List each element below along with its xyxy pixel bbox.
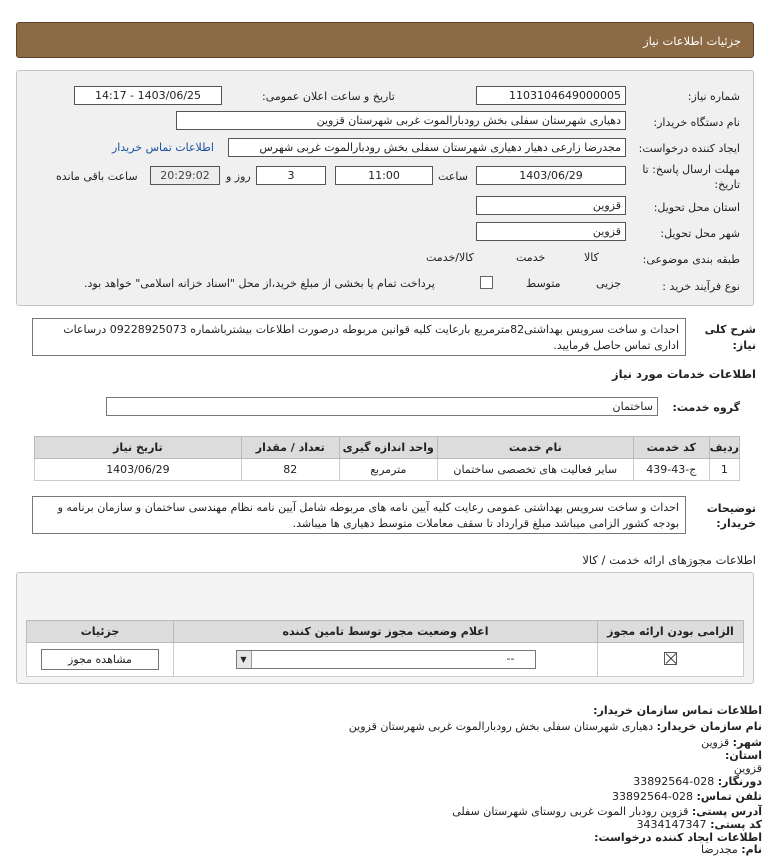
col-service-name: نام خدمت xyxy=(437,437,633,459)
deadline-label: مهلت ارسال پاسخ: تا xyxy=(642,163,740,176)
contact-phone xyxy=(612,790,762,803)
contact-province-value: قزوین xyxy=(733,762,762,775)
permits-table xyxy=(26,620,744,677)
cell-row: 1 xyxy=(709,459,739,481)
need-number-label: شماره نیاز: xyxy=(687,90,740,103)
buyer-notes-text: احداث و ساخت سرویس بهداشتی عمومی رعایت کلیه آیین نامه های مربوطه شامل آیین نامه نظام مهندسی ساختمان و سازمان برنامه و بودجه کشور الزامی میباشد مبلغ قرارداد تا سقف معاملات متوسط دهیاری ها میباشد. xyxy=(32,496,686,534)
contact-fax-value: 028-33892564 xyxy=(633,775,715,788)
contact-org-value: دهیاری شهرستان سفلی بخش رودبارالموت غربی شهرستان قزوین xyxy=(348,720,654,733)
contact-city xyxy=(701,736,762,749)
services-title: اطلاعات خدمات مورد نیاز xyxy=(612,367,756,381)
city-field[interactable]: قزوین xyxy=(476,222,626,241)
contact-postal xyxy=(637,818,762,831)
summary-label-2: نیاز: xyxy=(732,339,756,352)
contact-address-value: قزوین رودبار الموت غربی روستای شهرستان سفلی xyxy=(452,805,689,818)
contact-city-value: قزوین xyxy=(701,736,730,749)
table-row xyxy=(27,643,744,677)
cell-service-name: سایر فعالیت های تخصصی ساختمان xyxy=(437,459,633,481)
treasury-text: پرداخت تمام یا بخشی از مبلغ خرید،از محل "اسناد خزانه اسلامی" خواهد بود. xyxy=(84,277,435,290)
category-option-service: خدمت xyxy=(516,251,546,264)
contact-title: اطلاعات تماس سازمان خریدار: xyxy=(593,704,762,717)
remaining-label: ساعت باقی مانده xyxy=(56,170,138,183)
announce-label: تاریخ و ساعت اعلان عمومی: xyxy=(262,90,395,103)
view-permit-button[interactable]: مشاهده مجوز xyxy=(41,649,159,670)
process-label: نوع فرآیند خرید : xyxy=(662,280,740,293)
col-quantity: تعداد / مقدار xyxy=(241,437,339,459)
col-unit: واحد اندازه گیری xyxy=(339,437,437,459)
contact-phone-label: تلفن تماس: xyxy=(696,790,762,803)
col-permit-required: الزامی بودن ارائه مجوز xyxy=(598,621,744,643)
buyer-field[interactable]: دهیاری شهرستان سفلی بخش رودبارالموت غربی شهرستان قزوین xyxy=(176,111,626,130)
contact-address xyxy=(452,805,762,818)
col-row: ردیف xyxy=(709,437,739,459)
deadline-time-field[interactable]: 11:00 xyxy=(335,166,433,185)
process-option-minor: جزیی xyxy=(596,277,622,290)
category-option-goods-service: کالا/خدمت xyxy=(426,251,474,264)
services-table xyxy=(34,436,740,481)
need-number-field[interactable]: 1103104649000005 xyxy=(476,86,626,105)
col-permit-details: جزئیات xyxy=(27,621,174,643)
days-field[interactable]: 3 xyxy=(256,166,326,185)
cell-permit-required xyxy=(598,643,744,677)
buyer-notes-label: توضیحات xyxy=(706,502,756,515)
cell-unit: مترمربع xyxy=(339,459,437,481)
contact-org xyxy=(349,720,762,733)
province-field[interactable]: قزوین xyxy=(476,196,626,215)
permit-status-select[interactable] xyxy=(236,650,536,669)
need-info-panel xyxy=(16,70,754,306)
deadline-time-label: ساعت xyxy=(438,170,468,183)
cell-permit-status xyxy=(174,643,598,677)
page-title: جزئیات اطلاعات نیاز xyxy=(643,34,741,48)
deadline-date-label: تاریخ: xyxy=(714,178,740,191)
contact-postal-label: کد پستی: xyxy=(710,818,762,831)
contact-city-label: شهر: xyxy=(732,736,762,749)
chevron-down-icon[interactable]: ▼ xyxy=(237,651,252,668)
contact-province-label: استان: xyxy=(725,749,762,762)
permit-required-checkbox[interactable] xyxy=(664,652,677,665)
contact-postal-value: 3434147347 xyxy=(636,818,707,831)
cell-need-date: 1403/06/29 xyxy=(35,459,242,481)
announce-field[interactable]: 1403/06/25 - 14:17 xyxy=(74,86,222,105)
contact-fax xyxy=(633,775,762,788)
contact-org-label: نام سازمان خریدار: xyxy=(656,720,762,733)
contact-address-label: آدرس پستی: xyxy=(691,805,762,818)
cell-permit-details xyxy=(27,643,174,677)
cell-quantity: 82 xyxy=(241,459,339,481)
creator-name-value: مجدرضا xyxy=(700,843,738,856)
creator-field[interactable]: مجدرضا زارعی دهیار دهیاری شهرستان سفلی بخش رودبارالموت غربی شهرس xyxy=(228,138,626,157)
category-option-goods: کالا xyxy=(584,251,599,264)
treasury-checkbox[interactable] xyxy=(480,276,493,289)
city-label: شهر محل تحویل: xyxy=(660,227,740,240)
permits-title: اطلاعات مجوزهای ارائه خدمت / کالا xyxy=(582,553,756,567)
col-service-code: کد خدمت xyxy=(633,437,709,459)
creator-name xyxy=(701,843,762,856)
summary-text: احداث و ساخت سرویس بهداشتی82مترمربع بارعایت کلیه قوانین مربوطه درصورت اطلاعات بیشترباشماره 09228925073 درساعات اداری تماس حاصل فرمایید. xyxy=(32,318,686,356)
creator-info-title: اطلاعات ایجاد کننده درخواست: xyxy=(594,831,762,844)
province-label: استان محل تحویل: xyxy=(653,201,740,214)
buyer-notes-label-2: خریدار: xyxy=(716,517,756,530)
contact-fax-label: دورنگار: xyxy=(717,775,762,788)
permit-status-value: -- xyxy=(506,652,515,665)
remaining-time-field: 20:29:02 xyxy=(150,166,220,185)
category-label: طبقه بندی موضوعی: xyxy=(642,253,740,266)
permits-table-header xyxy=(27,621,744,643)
col-permit-status: اعلام وضعیت مجوز توسط تامین کننده xyxy=(174,621,598,643)
service-group-label: گروه خدمت: xyxy=(672,401,740,414)
days-label: روز و xyxy=(226,170,251,183)
service-group-field[interactable]: ساختمان xyxy=(106,397,658,416)
contact-info-link[interactable]: اطلاعات تماس خریدار xyxy=(112,141,214,154)
creator-name-label: نام: xyxy=(741,843,762,856)
services-table-header xyxy=(35,437,740,459)
cell-service-code: ج-43-439 xyxy=(633,459,709,481)
contact-province xyxy=(725,749,762,762)
summary-label: شرح کلی xyxy=(704,323,756,336)
buyer-label: نام دستگاه خریدار: xyxy=(653,116,740,129)
page-header xyxy=(16,22,754,58)
process-option-medium: متوسط xyxy=(526,277,561,290)
col-need-date: تاریخ نیاز xyxy=(35,437,242,459)
deadline-date-field[interactable]: 1403/06/29 xyxy=(476,166,626,185)
creator-label: ایجاد کننده درخواست: xyxy=(638,142,740,155)
table-row xyxy=(35,459,740,481)
contact-phone-value: 028-33892564 xyxy=(612,790,694,803)
